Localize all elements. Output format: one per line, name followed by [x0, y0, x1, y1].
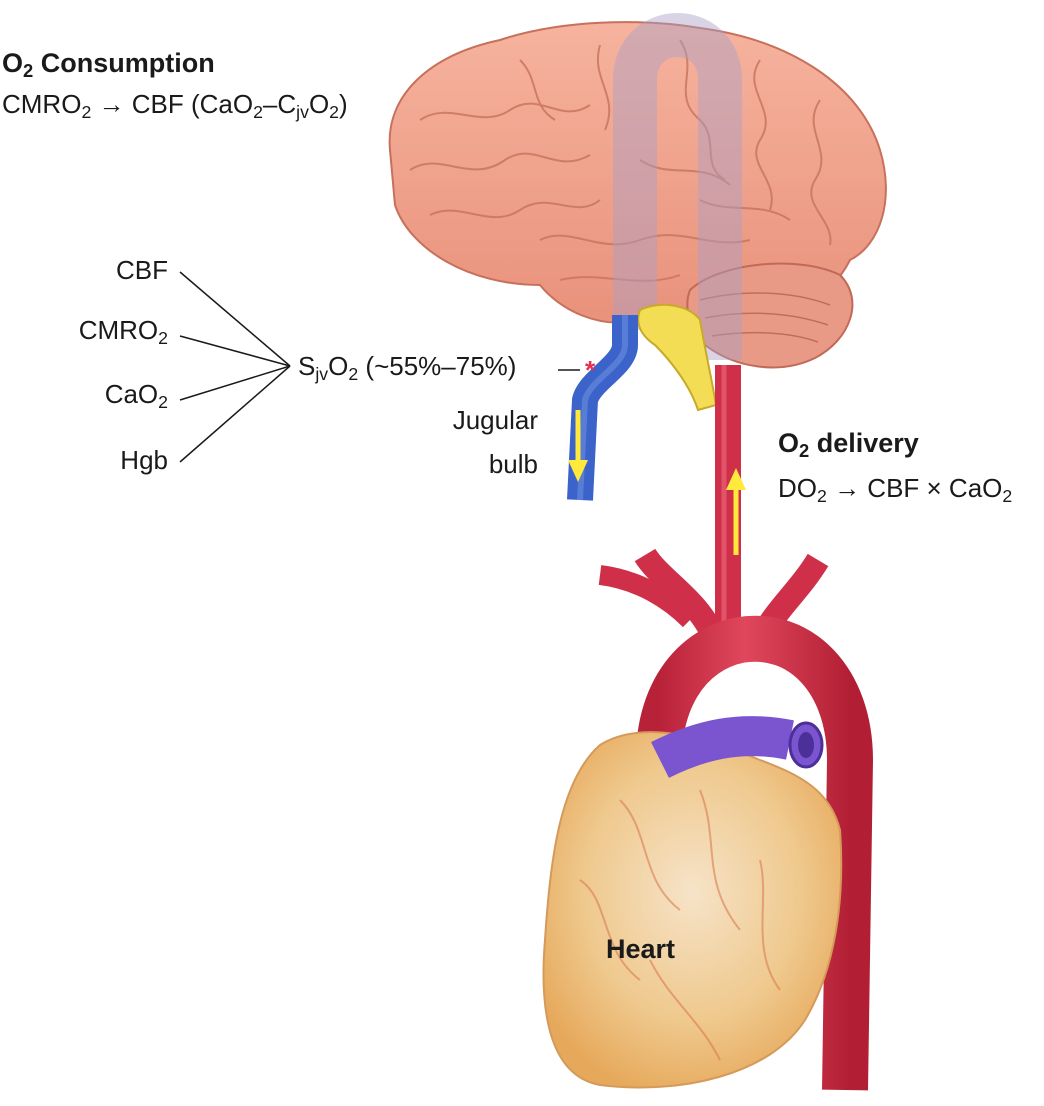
heart [544, 732, 842, 1087]
jugular-label-line2: bulb [488, 449, 538, 479]
factor-hgb: Hgb [120, 445, 168, 475]
consumption-equation: $CMRO_2$ → CBF $(CaO_2-C_{jv}O_2)$ [2, 89, 348, 122]
delivery-equation: $DO_2$ → CBF × CaO$_2$ [778, 473, 1013, 506]
delivery-title: $O_2$ delivery [778, 428, 919, 462]
factor-cao2: CaO$_2$ [104, 379, 168, 412]
sjvo2-label: $S_{jv}O_2$ (~55%–75%) [298, 351, 517, 384]
vena-cava [660, 736, 790, 760]
jugular-label-line1: Jugular [452, 405, 538, 435]
heart-label: Heart [606, 934, 676, 964]
factor-cmro2: $CMRO_2$ [78, 315, 168, 348]
factor-cbf: CBF [116, 255, 168, 285]
consumption-title: $O_2$ Consumption [2, 48, 215, 82]
sjvo2-asterisk: * [585, 355, 596, 385]
